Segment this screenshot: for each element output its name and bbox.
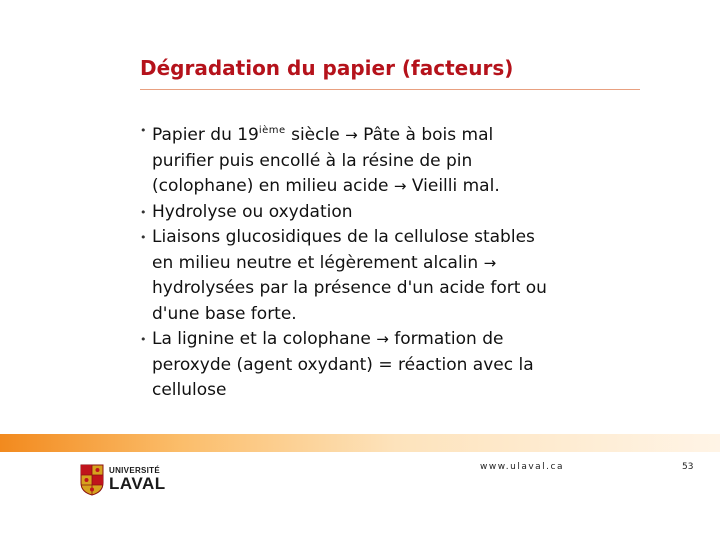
bullet-item — [140, 118, 630, 200]
footer-url-link[interactable]: www.ulaval.ca — [480, 462, 565, 472]
bullet-text: Hydrolyse ou oxydation — [152, 201, 353, 222]
arrow-right-icon: → — [483, 253, 497, 272]
bullet-dot-icon: • — [140, 124, 147, 137]
bullet-dot-icon: • — [140, 333, 147, 346]
bullet-dot-icon: • — [140, 205, 147, 219]
bullet-text: La lignine et la colophane → formation de peroxyde (agent oxydant) = réaction avec la cellulose — [152, 329, 534, 400]
bullet-item — [140, 225, 630, 327]
page-number: 53 — [682, 462, 694, 472]
universite-laval-logo[interactable] — [80, 464, 170, 498]
arrow-right-icon: → — [393, 177, 407, 195]
bullet-text: Papier du 19ième siècle → Pâte à bois mal purifier puis encollé à la résine de pin (colophane) en milieu acide → Vieilli mal. — [152, 125, 500, 196]
bullet-list — [140, 118, 630, 404]
footer-gradient-band — [0, 434, 720, 452]
bullet-text: Liaisons glucosidiques de la cellulose stables en milieu neutre et légèrement alcalin → hydrolysées par la présence d'un acide fort ou d'une base forte. — [152, 227, 547, 324]
slide-title: Dégradation du papier (facteurs) — [140, 56, 514, 80]
arrow-right-icon: → — [376, 330, 389, 348]
bullet-item — [140, 200, 630, 226]
superscript: ième — [258, 125, 286, 136]
bullet-item — [140, 327, 630, 404]
logo-text-universite: UNIVERSITÉ — [109, 466, 161, 475]
arrow-right-icon: → — [345, 126, 358, 144]
title-underline — [140, 89, 640, 90]
logo-text-laval: LAVAL — [109, 474, 166, 493]
crest-icon — [80, 464, 104, 496]
bullet-dot-icon: • — [140, 231, 147, 244]
